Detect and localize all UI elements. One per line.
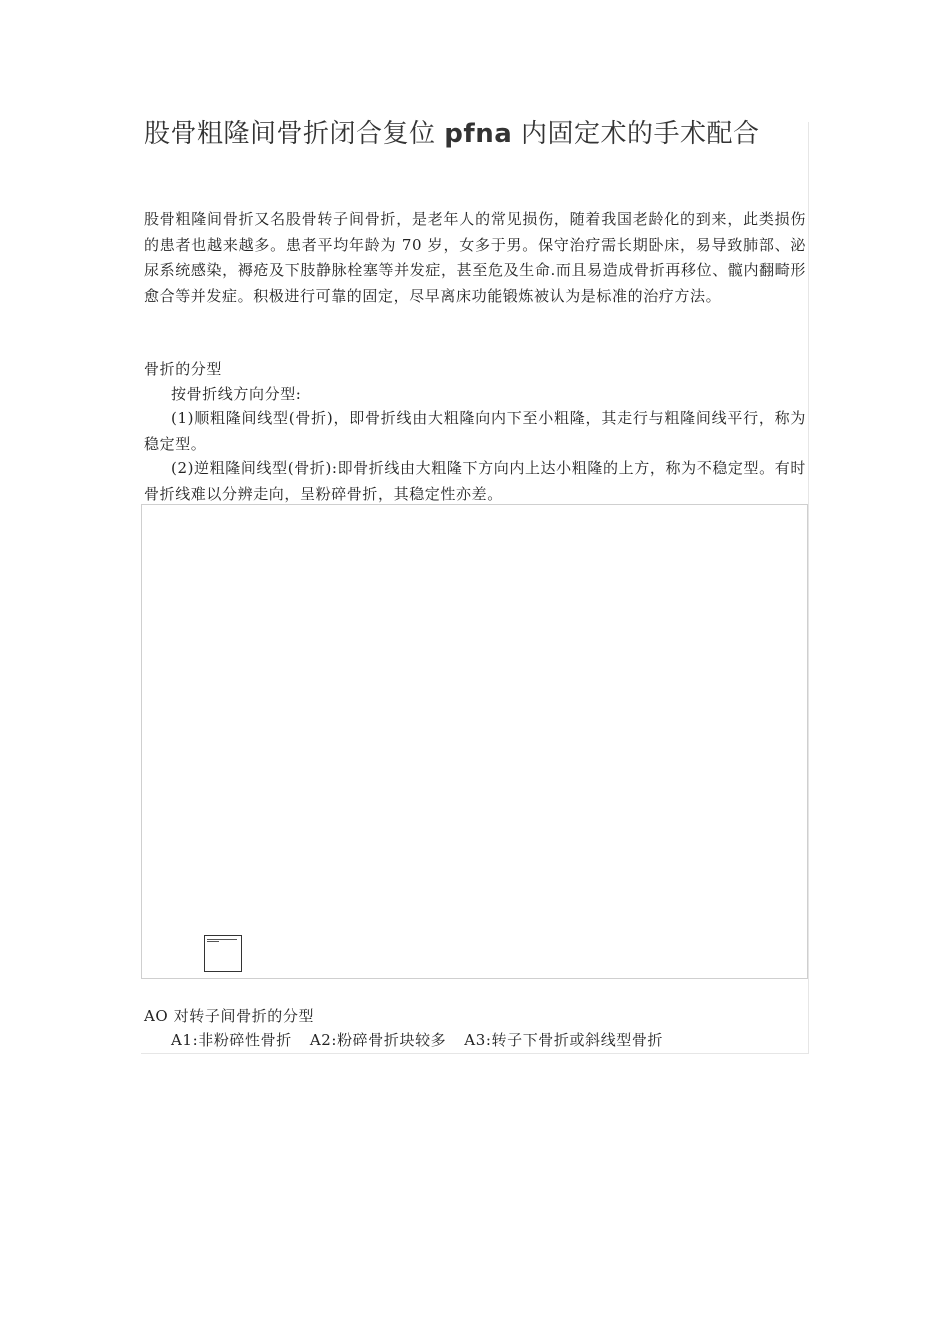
thumbnail-text-line — [207, 939, 237, 940]
intro-paragraph: 股骨粗隆间骨折又名股骨转子间骨折，是老年人的常见损伤，随着我国老龄化的到来，此类损伤的患者也越来越多。患者平均年龄为 70 岁，女多于男。保守治疗需长期卧床，易导致肺部、泌尿系统感染，褥疮及下肢静脉栓塞等并发症，甚至危及生命.而且易造成骨折再移位、髋内翻畸形愈合等并发症。积极进行可靠的固定，尽早离床功能锻炼被认为是标准的治疗方法。 — [144, 210, 806, 305]
title-text-part2: 内固定术的手术配合 — [512, 119, 760, 149]
document-title — [144, 114, 760, 154]
ao-item-a3: A3:转子下骨折或斜线型骨折 — [464, 1031, 664, 1049]
figure-thumbnail — [204, 935, 242, 972]
fracture-type-2: (2)逆粗隆间线型(骨折):即骨折线由大粗隆下方向内上达小粗隆的上方，称为不稳定型。有时骨折线难以分辨走向，呈粉碎骨折，其稳定性亦差。 — [144, 459, 806, 503]
ao-item-a1: A1:非粉碎性骨折 — [171, 1031, 292, 1049]
ao-classification-list — [171, 1028, 663, 1052]
classification-heading: 骨折的分型 — [144, 360, 223, 378]
thumbnail-text-line — [207, 941, 219, 942]
title-text-bold: pfna — [444, 119, 513, 149]
fracture-type-1: (1)顺粗隆间线型(骨折)，即骨折线由大粗隆向内下至小粗隆，其走行与粗隆间线平行，称为稳定型。 — [144, 409, 806, 453]
figure-placeholder — [141, 504, 808, 979]
ao-heading: AO 对转子间骨折的分型 — [144, 1007, 315, 1025]
classification-subheading: 按骨折线方向分型: — [171, 385, 302, 403]
title-text-part1: 股骨粗隆间骨折闭合复位 — [144, 119, 445, 149]
ao-item-a2: A2:粉碎骨折块较多 — [309, 1031, 447, 1049]
